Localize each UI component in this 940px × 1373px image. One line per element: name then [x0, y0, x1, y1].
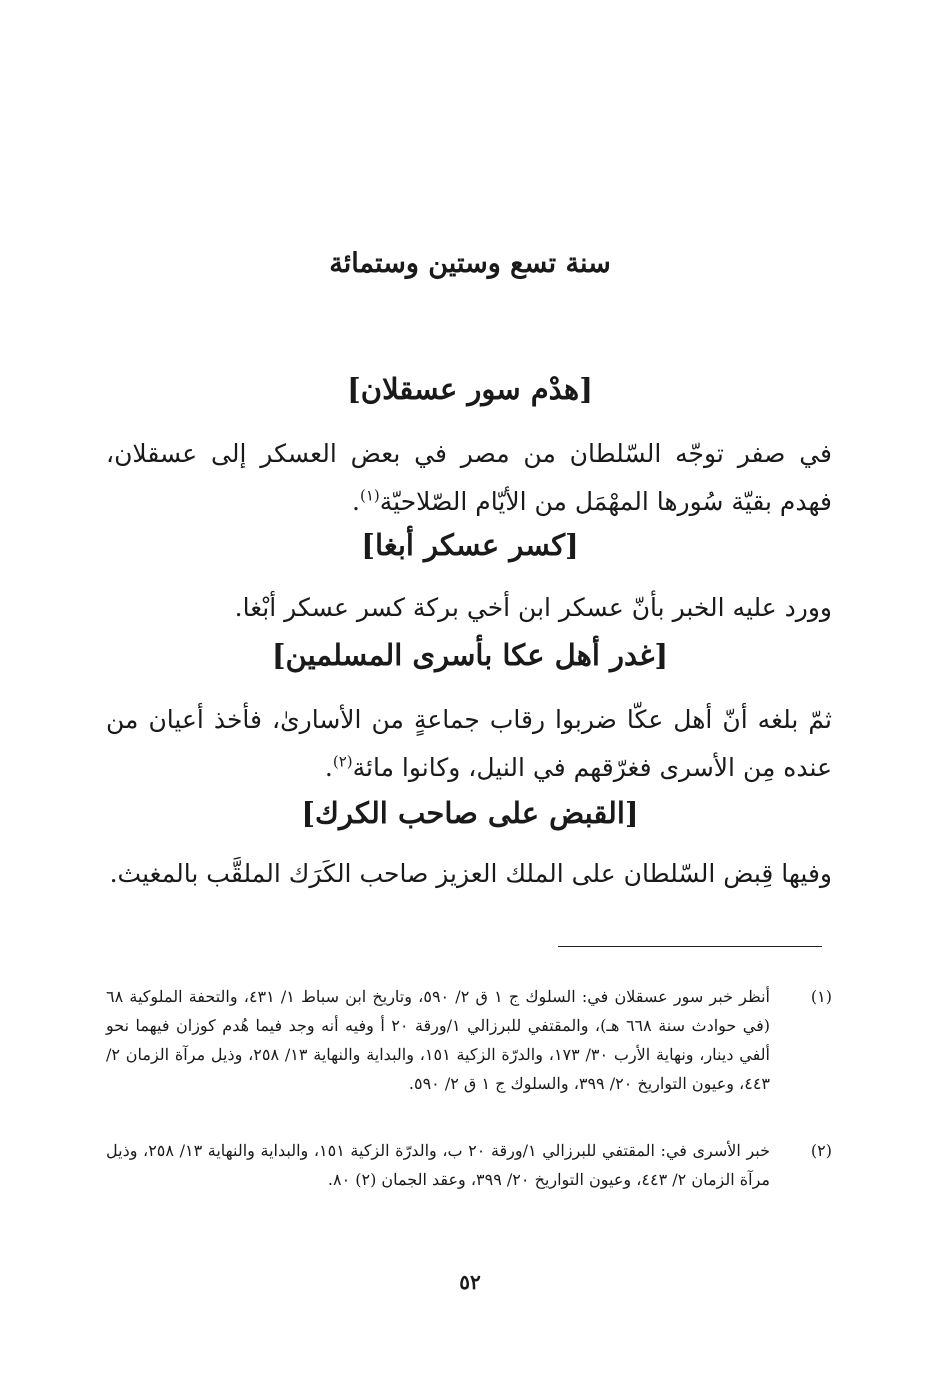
page-number: ٥٢ — [459, 1270, 481, 1294]
footnote-1 — [106, 982, 832, 1098]
paragraph-text: في صفر توجّه السّلطان من مصر في بعض العسكر إلى عسقلان، فهدم بقيّة سُورها المهْمَل من الأيّام الصّلاحيّة — [106, 439, 832, 516]
section-heading-abagha-army: [كسر عسكر أبغا] — [361, 528, 579, 562]
footnote-ref-1[interactable]: (١) — [360, 486, 380, 505]
footnote-divider — [558, 946, 822, 947]
section-heading-acre-prisoners: [غدر أهل عكا بأسرى المسلمين] — [271, 638, 669, 672]
section-heading-ascalon-wall: [هدْم سور عسقلان] — [347, 372, 593, 406]
footnote-number: (١) — [810, 987, 832, 1006]
page-title: سنة تسع وستين وستمائة — [329, 248, 611, 279]
paragraph-end: . — [324, 753, 333, 782]
paragraph-end: . — [352, 487, 360, 516]
footnote-ref-2[interactable]: (٢) — [332, 752, 353, 771]
footnote-number: (٢) — [810, 1141, 832, 1160]
footnote-text: أنظر خبر سور عسقلان في: السلوك ج ١ ق ٢/ ٥٩٠، وتاريخ ابن سباط ١/ ٤٣١، والتحفة الملوكية ٦٨ (في حوادث سنة ٦٦٨ هـ)، والمقتفي للبرزالي ١/ورقة ٢٠ أ وفيه أنه وجد فيما هُدم كوزان فيهما نحو ألفي دينار، ونهاية الأرب ٣٠/ ١٧٣، والدرّة الزكية ١٥١، والبداية والنهاية ١٣/ ٢٥٨، وذيل مرآة الزمان ٢/ ٤٤٣، وعيون التواريخ ٢٠/ ٣٩٩، والسلوك ج ١ ق ٢/ ٥٩٠. — [106, 987, 771, 1093]
section-heading-karak-arrest: [القبض على صاحب الكرك] — [301, 796, 639, 830]
section-text-acre-prisoners — [106, 696, 832, 792]
section-text-karak-arrest: وفيها قِبض السّلطان على الملك العزيز صاحب الكَرَك الملقَّب بالمغيث. — [109, 859, 832, 888]
section-text-ascalon-wall — [106, 430, 832, 526]
footnote-text: خبر الأسرى في: المقتفي للبرزالي ١/ورقة ٢٠ ب، والدرّة الزكية ١٥١، والبداية والنهاية ١٣/ ٢٥٨، وذيل مرآة الزمان ٢/ ٤٤٣، وعيون التواريخ ٢٠/ ٣٩٩، وعقد الجمان (٢) ٨٠. — [106, 1141, 771, 1189]
section-text-abagha-army: وورد عليه الخبر بأنّ عسكر ابن أخي بركة كسر عسكر أبْغا. — [234, 593, 832, 622]
paragraph-text: ثمّ بلغه أنّ أهل عكّا ضربوا رقاب جماعةٍ من الأسارىٰ، فأخذ أعيان من عنده مِن الأسرى فغرّقهم في النيل، وكانوا مائة — [106, 705, 832, 782]
footnote-2 — [106, 1136, 832, 1194]
